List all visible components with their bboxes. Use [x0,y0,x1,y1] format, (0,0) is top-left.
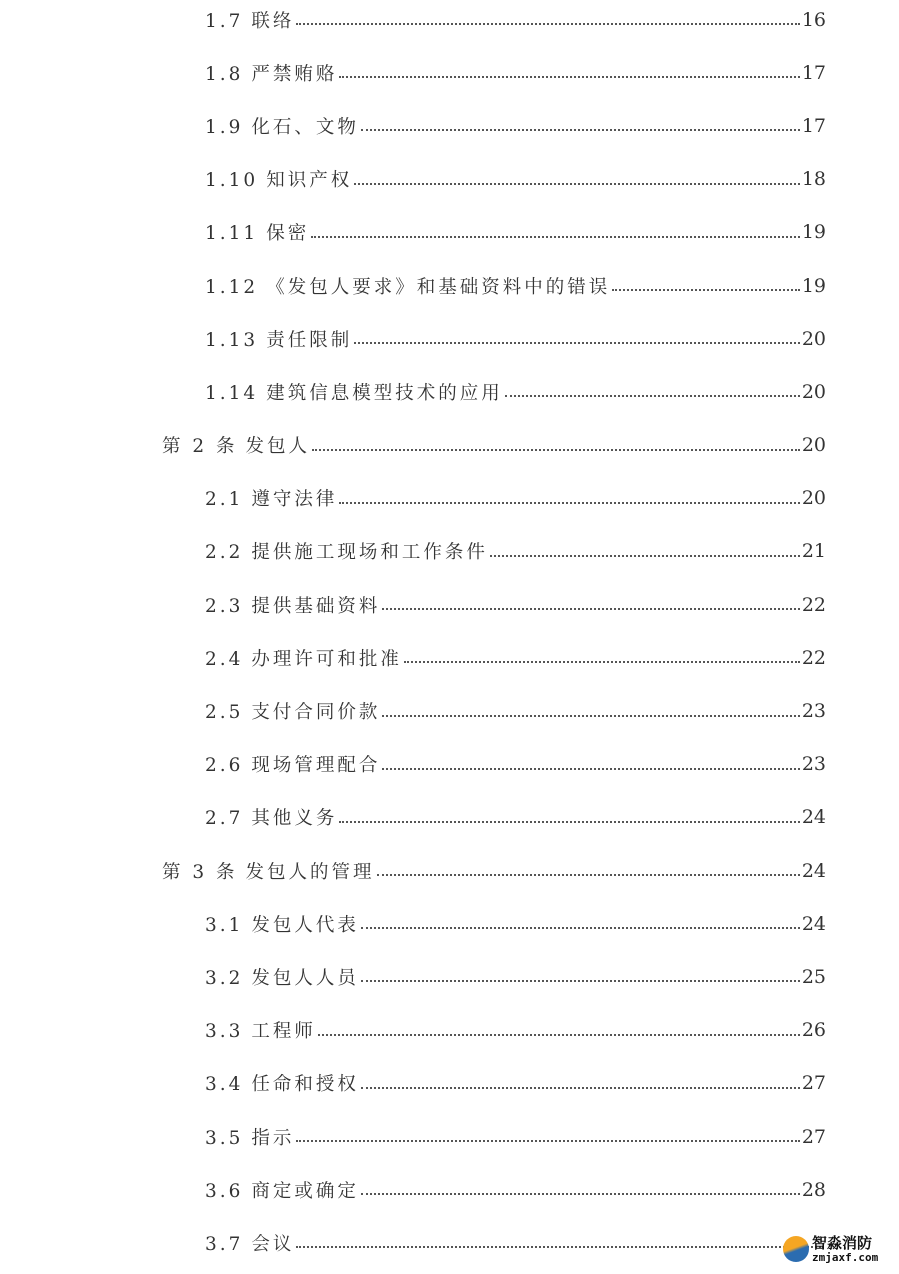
toc-entry-label [205,592,380,618]
dot-leader [311,235,800,238]
toc-entry-number: 3.4 [205,1074,244,1096]
dot-leader [318,1033,800,1036]
toc-entry-title: 联络 [251,10,295,32]
toc-entry-label [205,645,402,671]
toc-entry-title: 提供基础资料 [251,595,381,617]
toc-entry-title: 《发包人要求》和基础资料中的错误 [266,276,611,298]
toc-entry-label [205,219,309,245]
toc-entry-number: 1.7 [205,10,244,32]
toc-entry[interactable] [0,844,899,897]
toc-entry-label [205,485,337,511]
toc-entry-label [205,1230,294,1256]
toc-entry-number: 1.12 [205,276,259,298]
toc-entry-title: 任命和授权 [251,1074,359,1096]
dot-leader [382,714,799,717]
toc-entry[interactable] [0,897,899,950]
toc-entry-label [205,273,610,299]
toc-entry-page: 24 [801,859,826,882]
dot-leader [354,182,800,185]
toc-entry-label [205,751,380,777]
toc-entry-label [205,538,488,564]
toc-entry[interactable] [0,684,899,737]
toc-entry-page: 27 [801,1125,826,1148]
dot-leader [382,607,799,610]
toc-entry-title: 商定或确定 [251,1180,359,1202]
toc-entry[interactable] [0,1110,899,1163]
toc-entry-title: 指示 [251,1127,295,1149]
toc-entry-number: 3.3 [205,1021,244,1043]
toc-entry-page: 19 [801,221,826,244]
toc-entry-page: 19 [801,274,826,297]
toc-entry-page: 23 [801,700,826,723]
toc-entry-number: 2.7 [205,808,244,830]
dot-leader [404,660,800,663]
toc-entry-number: 1.9 [205,116,244,138]
toc-entry-title: 化石、文物 [251,116,359,138]
toc-entry-page: 24 [801,912,826,935]
toc-entry-title: 保密 [266,223,310,245]
toc-entry-title: 遵守法律 [251,489,338,511]
toc-entry[interactable] [0,419,899,472]
toc-entry-number: 1.10 [205,170,259,192]
toc-entry-title: 发包人的管理 [245,861,375,883]
dot-leader [361,926,800,929]
watermark-logo-icon [783,1236,809,1262]
toc-entry-title: 提供施工现场和工作条件 [251,542,488,564]
toc-entry-label [205,1177,359,1203]
toc-entry[interactable] [0,365,899,418]
toc-entry-number: 第 2 条 [162,436,238,458]
toc-entry[interactable] [0,312,899,365]
toc-entry-page: 22 [801,646,826,669]
toc-entry-page: 22 [801,593,826,616]
toc-entry-label [205,379,503,405]
toc-entry[interactable] [0,950,899,1003]
toc-entry-title: 其他义务 [251,808,338,830]
toc-entry-number: 1.14 [205,382,259,404]
toc-entry[interactable] [0,206,899,259]
toc-entry-number: 2.1 [205,489,244,511]
dot-leader [361,128,800,131]
toc-entry-title: 建筑信息模型技术的应用 [266,382,503,404]
toc-entry-label [205,804,337,830]
toc-entry-label [205,60,337,86]
toc-entry-label [205,326,352,352]
toc-entry-number: 3.6 [205,1180,244,1202]
toc-entry[interactable] [0,0,899,46]
toc-entry-title: 知识产权 [266,170,353,192]
toc-entry-number: 3.5 [205,1127,244,1149]
toc-entry-page: 21 [801,540,826,563]
toc-entry[interactable] [0,631,899,684]
toc-entry[interactable] [0,738,899,791]
toc-entry-label [205,964,359,990]
toc-entry[interactable] [0,1216,899,1269]
toc-entry-number: 3.2 [205,967,244,989]
toc-entry-page: 17 [801,114,826,137]
dot-leader [296,22,799,25]
toc-entry-title: 发包人代表 [251,914,359,936]
watermark [780,1230,890,1270]
toc-entry-page: 18 [801,168,826,191]
toc-entry-label [205,911,359,937]
toc-entry[interactable] [0,46,899,99]
toc-entry-number: 3.1 [205,914,244,936]
dot-leader [612,288,800,291]
toc-entry-page: 23 [801,753,826,776]
toc-entry-title: 支付合同价款 [251,702,381,724]
toc-entry-number: 第 3 条 [162,861,238,883]
toc-entry-page: 20 [801,487,826,510]
dot-leader [339,75,799,78]
toc-entry[interactable] [0,578,899,631]
toc-entry-number: 1.8 [205,63,244,85]
toc-entry-label [205,1070,359,1096]
dot-leader [377,873,800,876]
toc-entry-number: 2.4 [205,648,244,670]
toc-entry-page: 25 [801,965,826,988]
toc-entry-title: 发包人 [245,436,311,458]
toc-entry[interactable] [0,259,899,312]
toc-entry[interactable] [0,791,899,844]
toc-entry-label [205,7,294,33]
toc-entry-title: 责任限制 [266,329,353,351]
toc-entry-number: 1.13 [205,329,259,351]
dot-leader [354,341,800,344]
toc-entry-title: 工程师 [251,1021,316,1043]
dot-leader [361,1086,800,1089]
toc-entry-page: 20 [801,327,826,350]
toc-entry[interactable] [0,525,899,578]
toc-entry-number: 2.6 [205,755,244,777]
dot-leader [361,979,800,982]
toc-entry[interactable] [0,472,899,525]
toc-entry[interactable] [0,99,899,152]
toc-entry-number: 3.7 [205,1233,244,1255]
toc-entry-page: 20 [801,380,826,403]
dot-leader [296,1245,824,1248]
toc-entry-title: 严禁贿赂 [251,63,338,85]
toc-entry[interactable] [0,1163,899,1216]
toc-entry-title: 会议 [251,1233,295,1255]
dot-leader [312,448,800,451]
toc-entry-label [162,858,375,884]
dot-leader [296,1139,799,1142]
toc-entry-label [162,432,310,458]
toc-entry-page: 27 [801,1072,826,1095]
toc-entry-page: 24 [801,806,826,829]
toc-entry-page: 26 [801,1019,826,1042]
toc-entry-title: 办理许可和批准 [251,648,402,670]
toc-entry-label [205,1124,294,1150]
toc-entry-label [205,113,359,139]
toc-entry-page: 17 [801,61,826,84]
dot-leader [490,554,800,557]
toc-entry-number: 2.2 [205,542,244,564]
toc-entry-title: 发包人人员 [251,967,359,989]
toc-entry-number: 2.5 [205,702,244,724]
dot-leader [339,501,799,504]
toc-entry-label [205,166,352,192]
toc-entry-label [205,698,380,724]
dot-leader [382,767,799,770]
toc-entry-label [205,1017,316,1043]
toc-entry[interactable] [0,1004,899,1057]
toc-entry-number: 2.3 [205,595,244,617]
toc-entry-page: 16 [801,8,826,31]
toc-entry[interactable] [0,153,899,206]
dot-leader [339,820,799,823]
toc-entry-page: 20 [801,434,826,457]
toc-entry-title: 现场管理配合 [251,755,381,777]
dot-leader [361,1192,800,1195]
dot-leader [505,394,800,397]
toc-entry-number: 1.11 [205,223,259,245]
toc-entry-page: 28 [801,1178,826,1201]
watermark-site: zmjaxf.com [812,1251,879,1264]
toc-entry[interactable] [0,1057,899,1110]
watermark-name: 智淼消防 [812,1234,873,1252]
